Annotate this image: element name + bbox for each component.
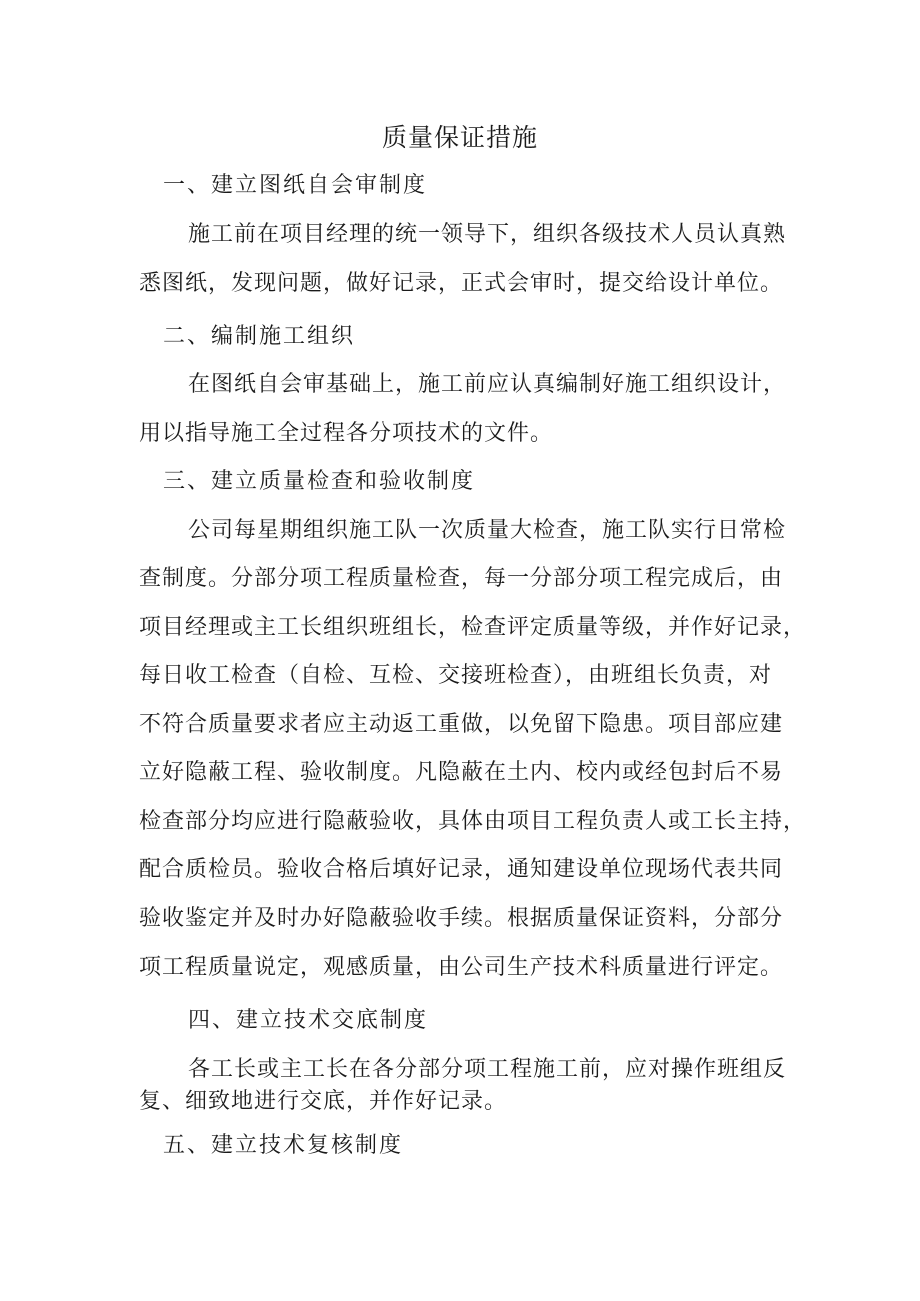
section-heading-2: 二、编制施工组织 <box>163 324 356 349</box>
paragraph-line: 施工前在项目经理的统一领导下，组织各级技术人员认真熟 <box>188 222 787 247</box>
document-title: 质量保证措施 <box>381 123 538 152</box>
paragraph-line: 用以指导施工全过程各分项技术的文件。 <box>139 421 554 446</box>
paragraph-line: 不符合质量要求者应主动返工重做，以免留下隐患。项目部应建 <box>139 712 784 737</box>
paragraph-line: 在图纸自会审基础上，施工前应认真编制好施工组织设计， <box>188 372 787 397</box>
paragraph-line: 检查部分均应进行隐蔽验收，具体由项目工程负责人或工长主持， <box>139 809 807 834</box>
section-heading-4: 四、建立技术交底制度 <box>188 1008 429 1033</box>
paragraph-line: 各工长或主工长在各分部分项工程施工前，应对操作班组反 <box>188 1057 787 1082</box>
paragraph-line: 复、细致地进行交底，并作好记录。 <box>139 1089 508 1114</box>
paragraph-line: 配合质检员。验收合格后填好记录，通知建设单位现场代表共同 <box>139 857 784 882</box>
paragraph-line: 每日收工检查（自检、互检、交接班检查），由班组长负责，对 <box>139 663 773 688</box>
paragraph-line: 验收鉴定并及时办好隐蔽验收手续。根据质量保证资料，分部分 <box>139 906 784 931</box>
paragraph-line: 立好隐蔽工程、验收制度。凡隐蔽在土内、校内或经包封后不易 <box>139 760 784 785</box>
section-heading-5: 五、建立技术复核制度 <box>163 1133 404 1158</box>
paragraph-line: 悉图纸，发现问题，做好记录，正式会审时，提交给设计单位。 <box>139 271 784 296</box>
section-heading-1: 一、建立图纸自会审制度 <box>163 173 428 198</box>
paragraph-line: 项目经理或主工长组织班组长，检查评定质量等级，并作好记录， <box>139 615 807 640</box>
paragraph-line: 项工程质量说定，观感质量，由公司生产技术科质量进行评定。 <box>139 955 784 980</box>
section-heading-3: 三、建立质量检查和验收制度 <box>163 469 476 494</box>
paragraph-line: 查制度。分部分项工程质量检查，每一分部分项工程完成后，由 <box>139 566 784 591</box>
paragraph-line: 公司每星期组织施工队一次质量大检查，施工队实行日常检 <box>188 518 787 543</box>
